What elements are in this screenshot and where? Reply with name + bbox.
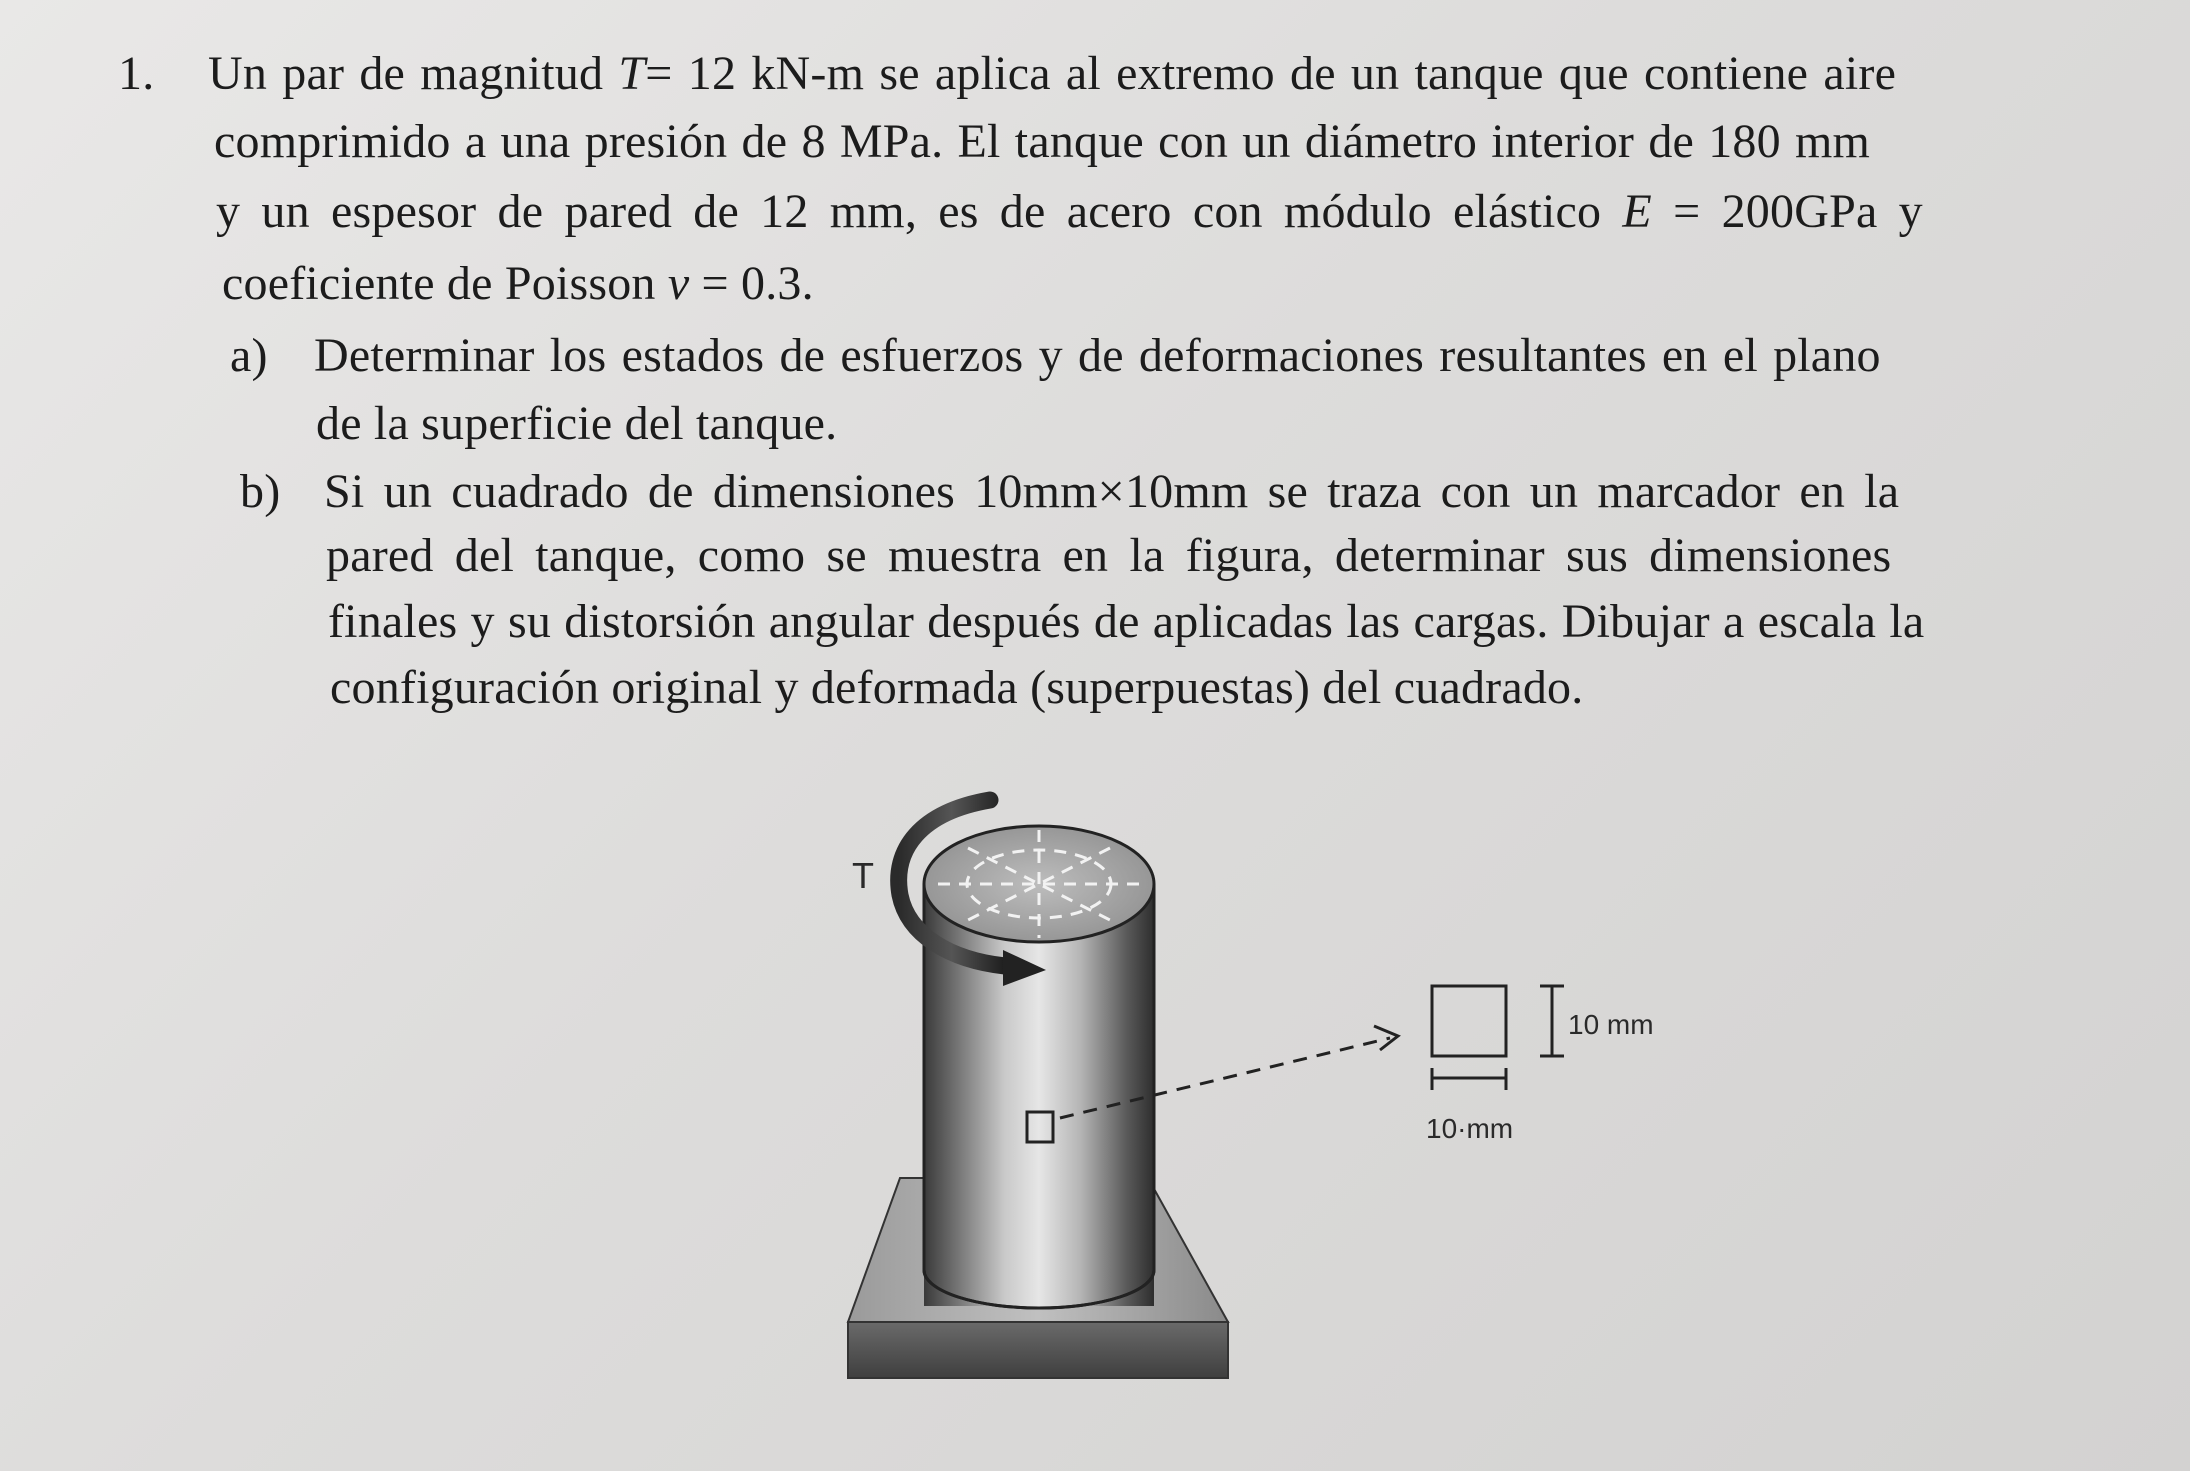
part-b-line-2: pared del tanque, como se muestra en la figura, determinar sus dimensiones	[326, 529, 1892, 582]
height-dimension	[1540, 986, 1564, 1056]
enlarged-square	[1432, 986, 1506, 1056]
torque-symbol: T	[618, 47, 646, 100]
part-b-line-3: finales y su distorsión angular después de aplicadas las cargas. Dibujar a escala la	[328, 595, 1925, 648]
width-dimension	[1432, 1068, 1506, 1090]
text-segment: coeficiente de Poisson	[222, 257, 668, 310]
width-label: 10·mm	[1426, 1113, 1514, 1144]
part-a-line-1: Determinar los estados de esfuerzos y de deformaciones resultantes en el plano	[314, 329, 1881, 382]
problem-number: 1.	[118, 47, 155, 100]
torque-label: T	[852, 855, 874, 896]
text-segment: Un par de magnitud	[208, 47, 619, 100]
text-segment: = 200GPa y	[1651, 185, 1923, 238]
problem-line-2: comprimido a una presión de 8 MPa. El tanque con un diámetro interior de 180 mm	[214, 115, 1871, 168]
part-a-line-2: de la superficie del tanque.	[316, 397, 838, 450]
part-b-label: b)	[240, 465, 281, 518]
text-segment: = 0.3.	[689, 257, 814, 310]
text-segment: y un espesor de pared de 12 mm, es de acero con módulo elástico	[216, 185, 1623, 238]
part-a-label: a)	[230, 329, 268, 382]
poisson-symbol: ν	[667, 257, 690, 310]
tank-top	[924, 826, 1154, 942]
modulus-symbol: E	[1622, 185, 1652, 238]
part-b-line-4: configuración original y deformada (superpuestas) del cuadrado.	[330, 661, 1584, 714]
text-segment: = 12 kN-m se aplica al extremo de un tanque que contiene aire	[645, 47, 1897, 100]
height-label: 10 mm	[1568, 1009, 1654, 1040]
part-b-line-1: Si un cuadrado de dimensiones 10mm×10mm se traza con un marcador en la	[324, 465, 1900, 518]
